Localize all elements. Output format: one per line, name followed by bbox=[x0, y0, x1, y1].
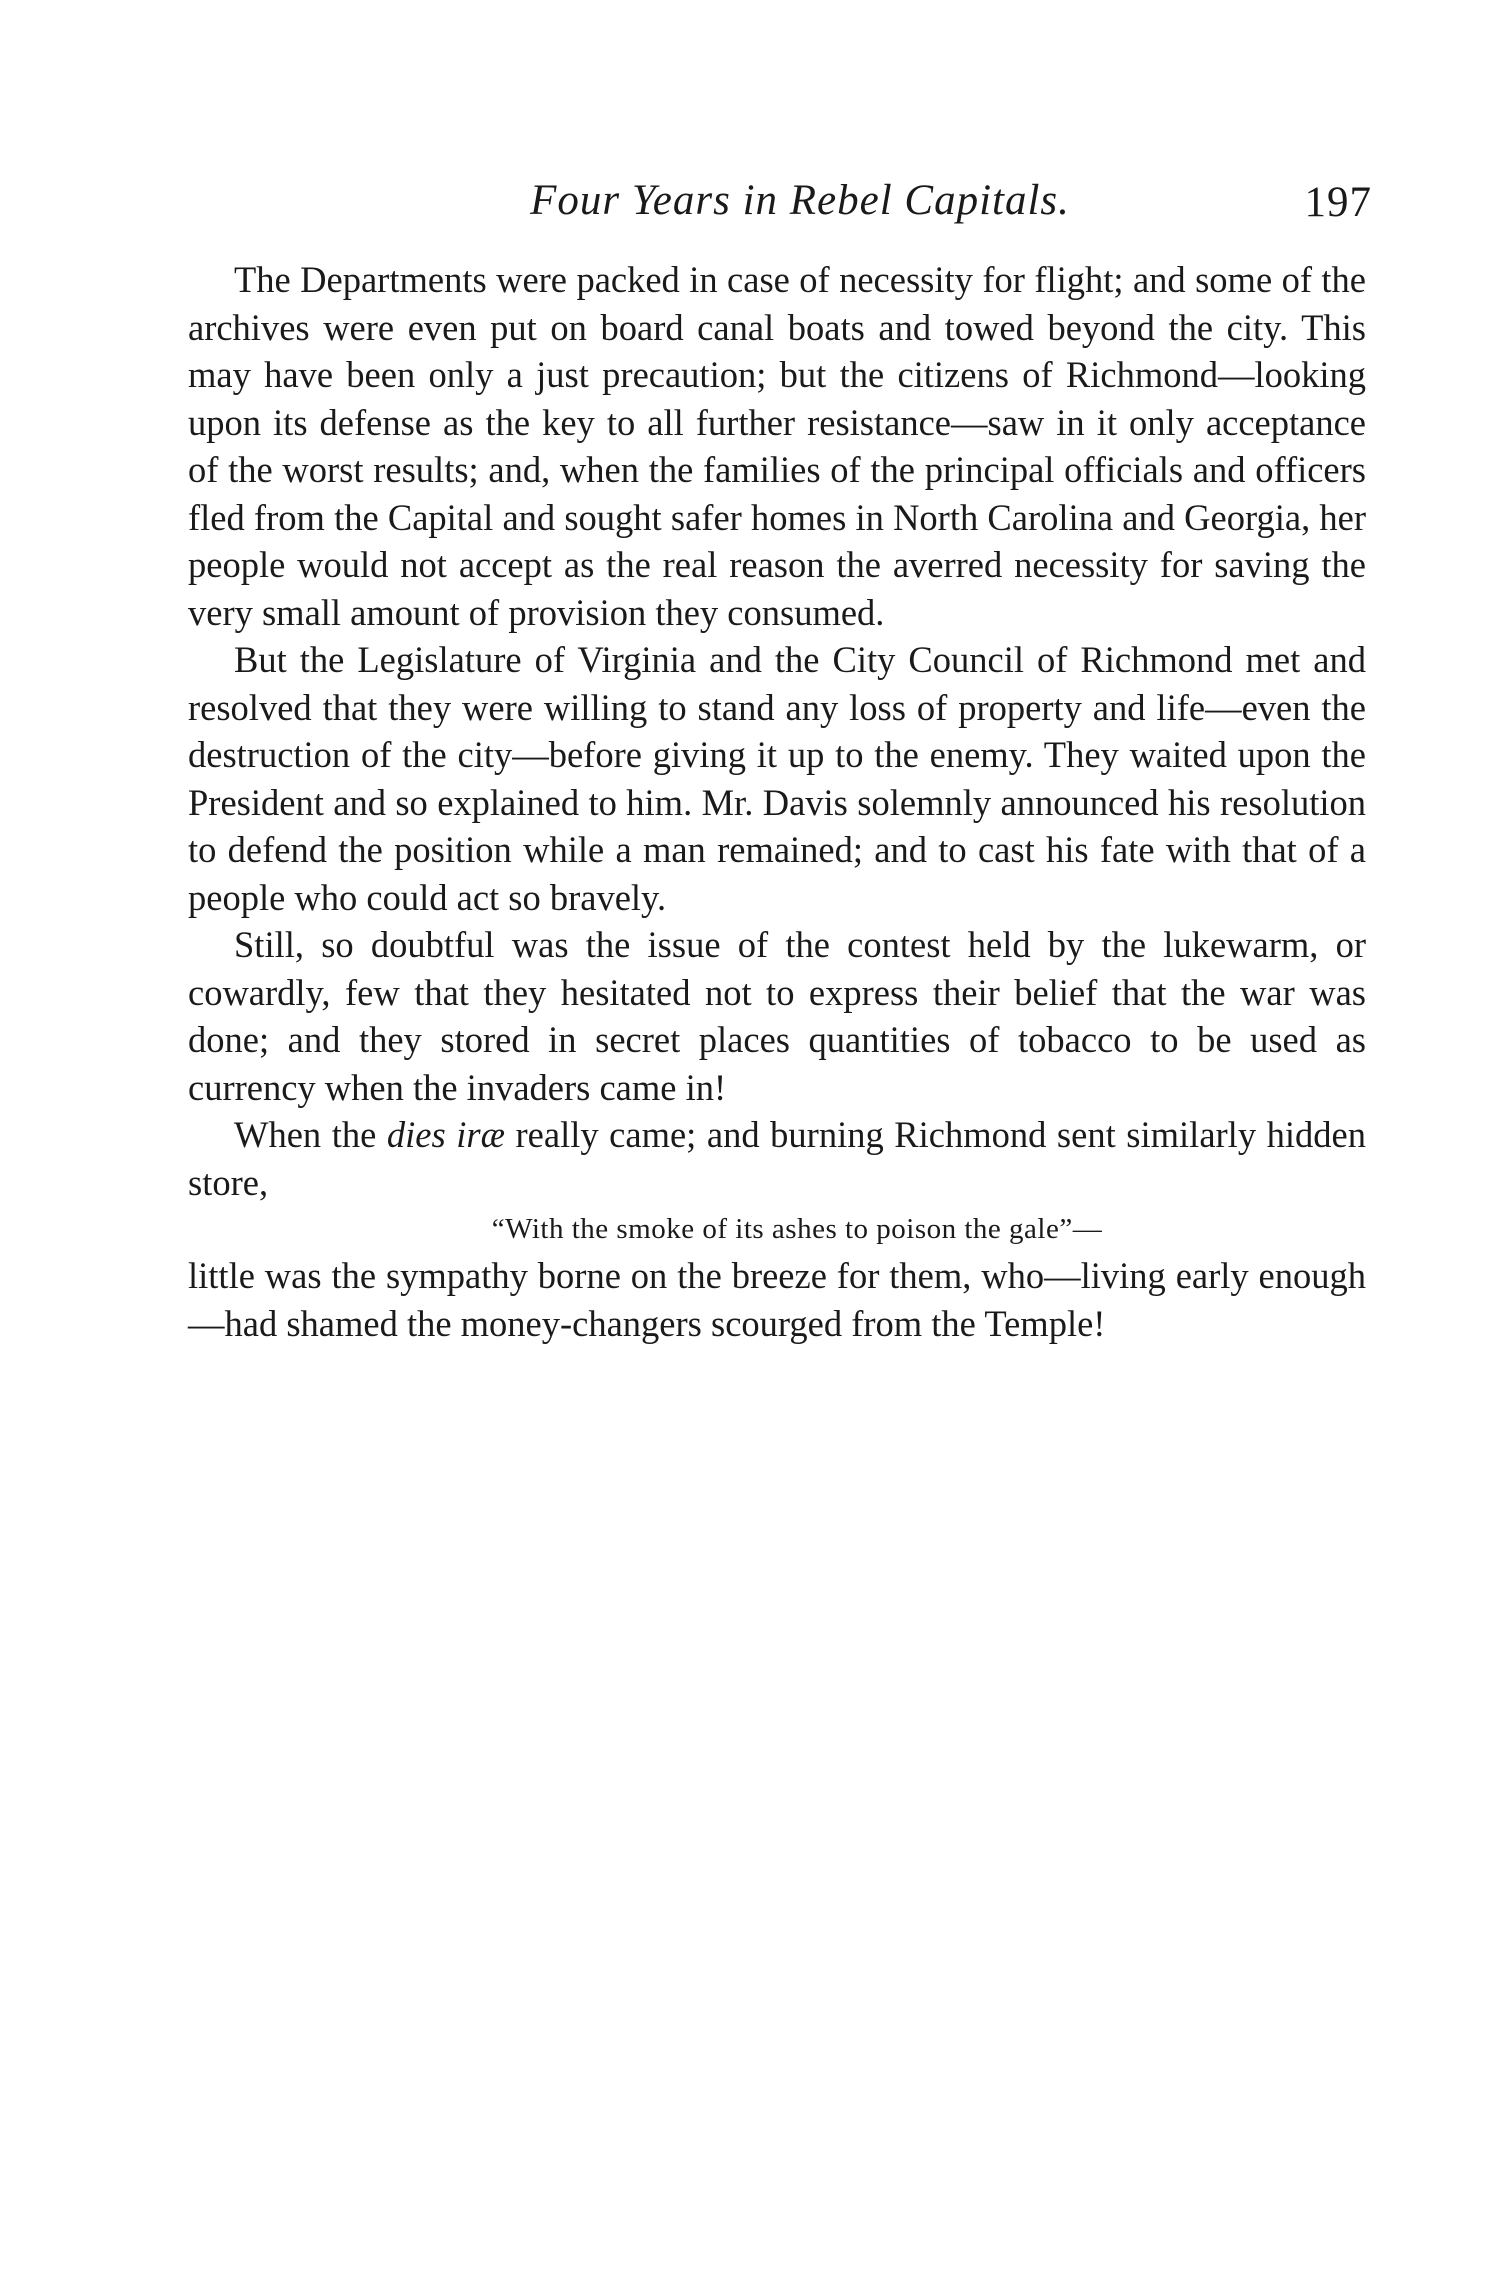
paragraph-legislature: But the Legislature of Virginia and the City Council of Richmond met and resolved that they were willing to stand any loss of property and life—even the destruction of the city—before giving it up to the enemy. They waited upon the President and so explained to him. Mr. Davis solemnly announced his resolution to defend the position while a man remained; and to cast his fate with that of a people who could act so bravely. bbox=[188, 639, 1366, 918]
paragraph-dies-irae-before: When the bbox=[234, 1114, 387, 1155]
paragraph-dies-irae-after: really came; and burning Richmond sent similarly hidden store, bbox=[188, 1114, 1366, 1203]
paragraph-departments: The Departments were packed in case of necessity for flight; and some of the archives were even put on board canal boats and towed beyond the city. This may have been only a just precaution; but the citizens of Richmond—looking upon its defense as the key to all further resistance—saw in it only acceptance of the worst results; and, when the families of the principal officials and officers fled from the Capital and sought safer homes in North Carolina and Georgia, her people would not accept as the real reason the averred necessity for saving the very small amount of provision they consumed. bbox=[188, 259, 1366, 633]
paragraph-dies-irae bbox=[188, 1111, 1366, 1206]
paragraph-closing: little was the sympathy borne on the breeze for them, who—living early enough—had shamed the money-changers scourged from the Temple! bbox=[188, 1255, 1366, 1344]
paragraph-doubtful: Still, so doubtful was the issue of the contest held by the lukewarm, or cowardly, few that they hesitated not to express their belief that the war was done; and they stored in secret places quantities of tobacco to be used as currency when the invaders came in! bbox=[188, 924, 1366, 1108]
body-text bbox=[188, 256, 1366, 1347]
verse-quotation: “With the smoke of its ashes to poison the gale”— bbox=[491, 1213, 1103, 1245]
running-head bbox=[188, 176, 1372, 236]
running-title: Four Years in Rebel Capitals. bbox=[530, 177, 1070, 224]
dies-irae-italic: dies iræ bbox=[386, 1114, 505, 1155]
page-number: 197 bbox=[1304, 179, 1372, 226]
